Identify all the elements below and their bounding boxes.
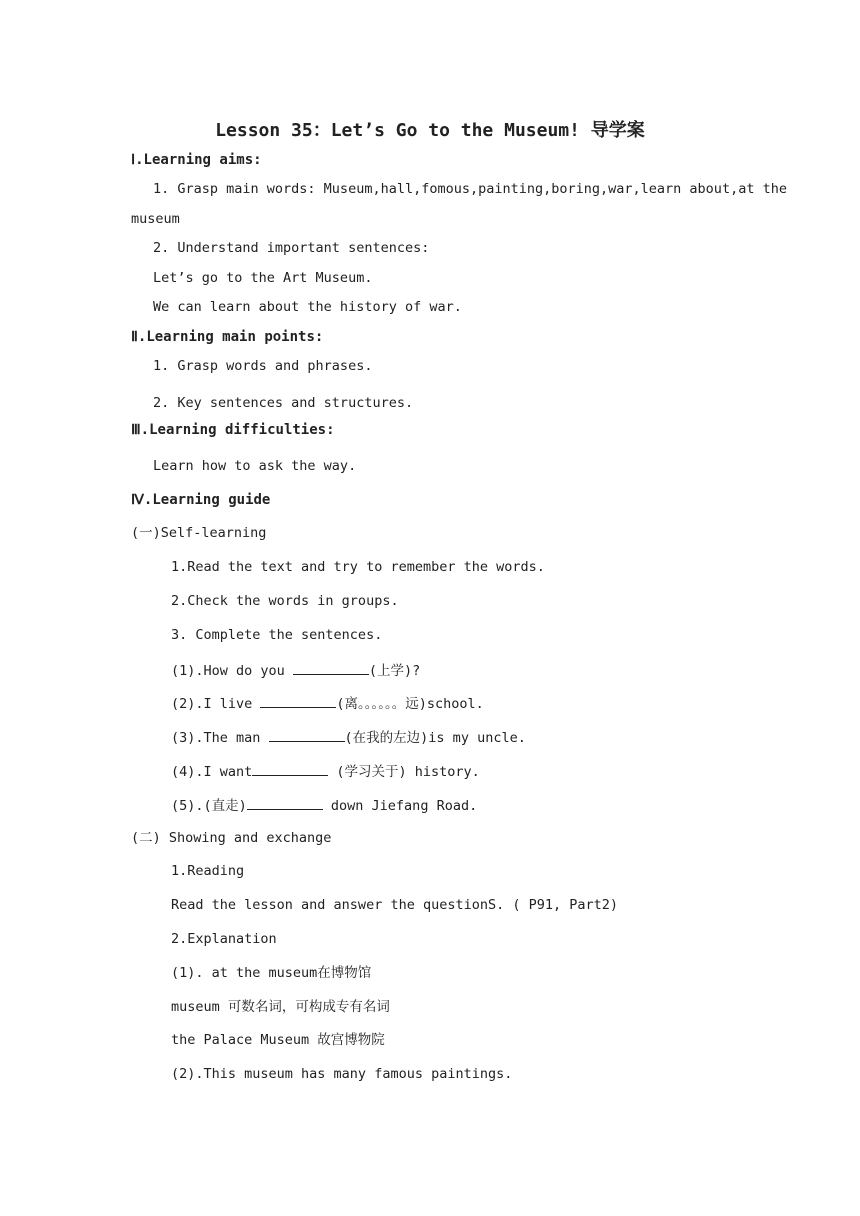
aims-sentence-1: Let’s go to the Art Museum. (153, 270, 373, 286)
reading-heading: 1.Reading (171, 863, 245, 879)
self-learning-step-3: 3. Complete the sentences. (171, 627, 383, 643)
self-learning-heading: (一)Self-learning (131, 525, 267, 541)
main-points-item-1: 1. Grasp words and phrases. (153, 358, 373, 374)
section-heading-main-points: Ⅱ.Learning main points: (131, 329, 324, 345)
question-4-suffix: (学习关于) history. (328, 764, 480, 780)
answer-blank-2[interactable] (260, 693, 336, 708)
aims-item-1-continued: museum (131, 211, 180, 227)
explanation-item-2: (2).This museum has many famous paintings. (171, 1066, 513, 1082)
exercise-question-4 (171, 761, 480, 781)
answer-blank-4[interactable] (252, 761, 328, 776)
question-3-prefix: (3).The man (171, 730, 269, 746)
main-points-item-2: 2. Key sentences and structures. (153, 395, 414, 411)
explanation-item-1-example: the Palace Museum 故宫博物院 (171, 1032, 385, 1048)
question-5-suffix: down Jiefang Road. (322, 798, 478, 814)
section-heading-aims: Ⅰ.Learning aims: (131, 152, 262, 168)
page-title: Lesson 35：Let’s Go to the Museum! 导学案 (215, 120, 645, 141)
self-learning-step-2: 2.Check the words in groups. (171, 593, 399, 609)
exercise-question-5 (171, 795, 477, 815)
explanation-item-1: (1). at the museum在博物馆 (171, 965, 372, 981)
aims-sentence-2: We can learn about the history of war. (153, 299, 462, 315)
question-5-prefix: (5).(直走) (171, 798, 247, 814)
question-1-prefix: (1).How do you (171, 663, 293, 679)
section-heading-guide: Ⅳ.Learning guide (131, 492, 271, 508)
difficulties-text: Learn how to ask the way. (153, 458, 357, 474)
question-3-suffix: (在我的左边)is my uncle. (344, 730, 526, 746)
answer-blank-5[interactable] (247, 795, 323, 810)
reading-instruction: Read the lesson and answer the questionS. ( P91, Part2) (171, 897, 619, 913)
question-2-prefix: (2).I live (171, 696, 261, 712)
question-2-suffix: (离。。。。。。远)school. (336, 696, 484, 712)
aims-item-2: 2. Understand important sentences: (153, 240, 430, 256)
explanation-item-1-note: museum 可数名词，可构成专有名词 (171, 999, 390, 1015)
exercise-question-1 (171, 660, 420, 680)
exercise-question-3 (171, 727, 526, 747)
showing-exchange-heading: (二) Showing and exchange (131, 830, 332, 846)
aims-item-1: 1. Grasp main words: Museum,hall,fomous,painting,boring,war,learn about,at the (153, 181, 787, 197)
answer-blank-1[interactable] (293, 660, 369, 675)
explanation-heading: 2.Explanation (171, 931, 277, 947)
answer-blank-3[interactable] (269, 727, 345, 742)
section-heading-difficulties: Ⅲ.Learning difficulties: (131, 422, 335, 438)
question-4-prefix: (4).I want (171, 764, 253, 780)
exercise-question-2 (171, 693, 484, 713)
question-1-suffix: (上学)? (368, 663, 421, 679)
self-learning-step-1: 1.Read the text and try to remember the words. (171, 559, 545, 575)
